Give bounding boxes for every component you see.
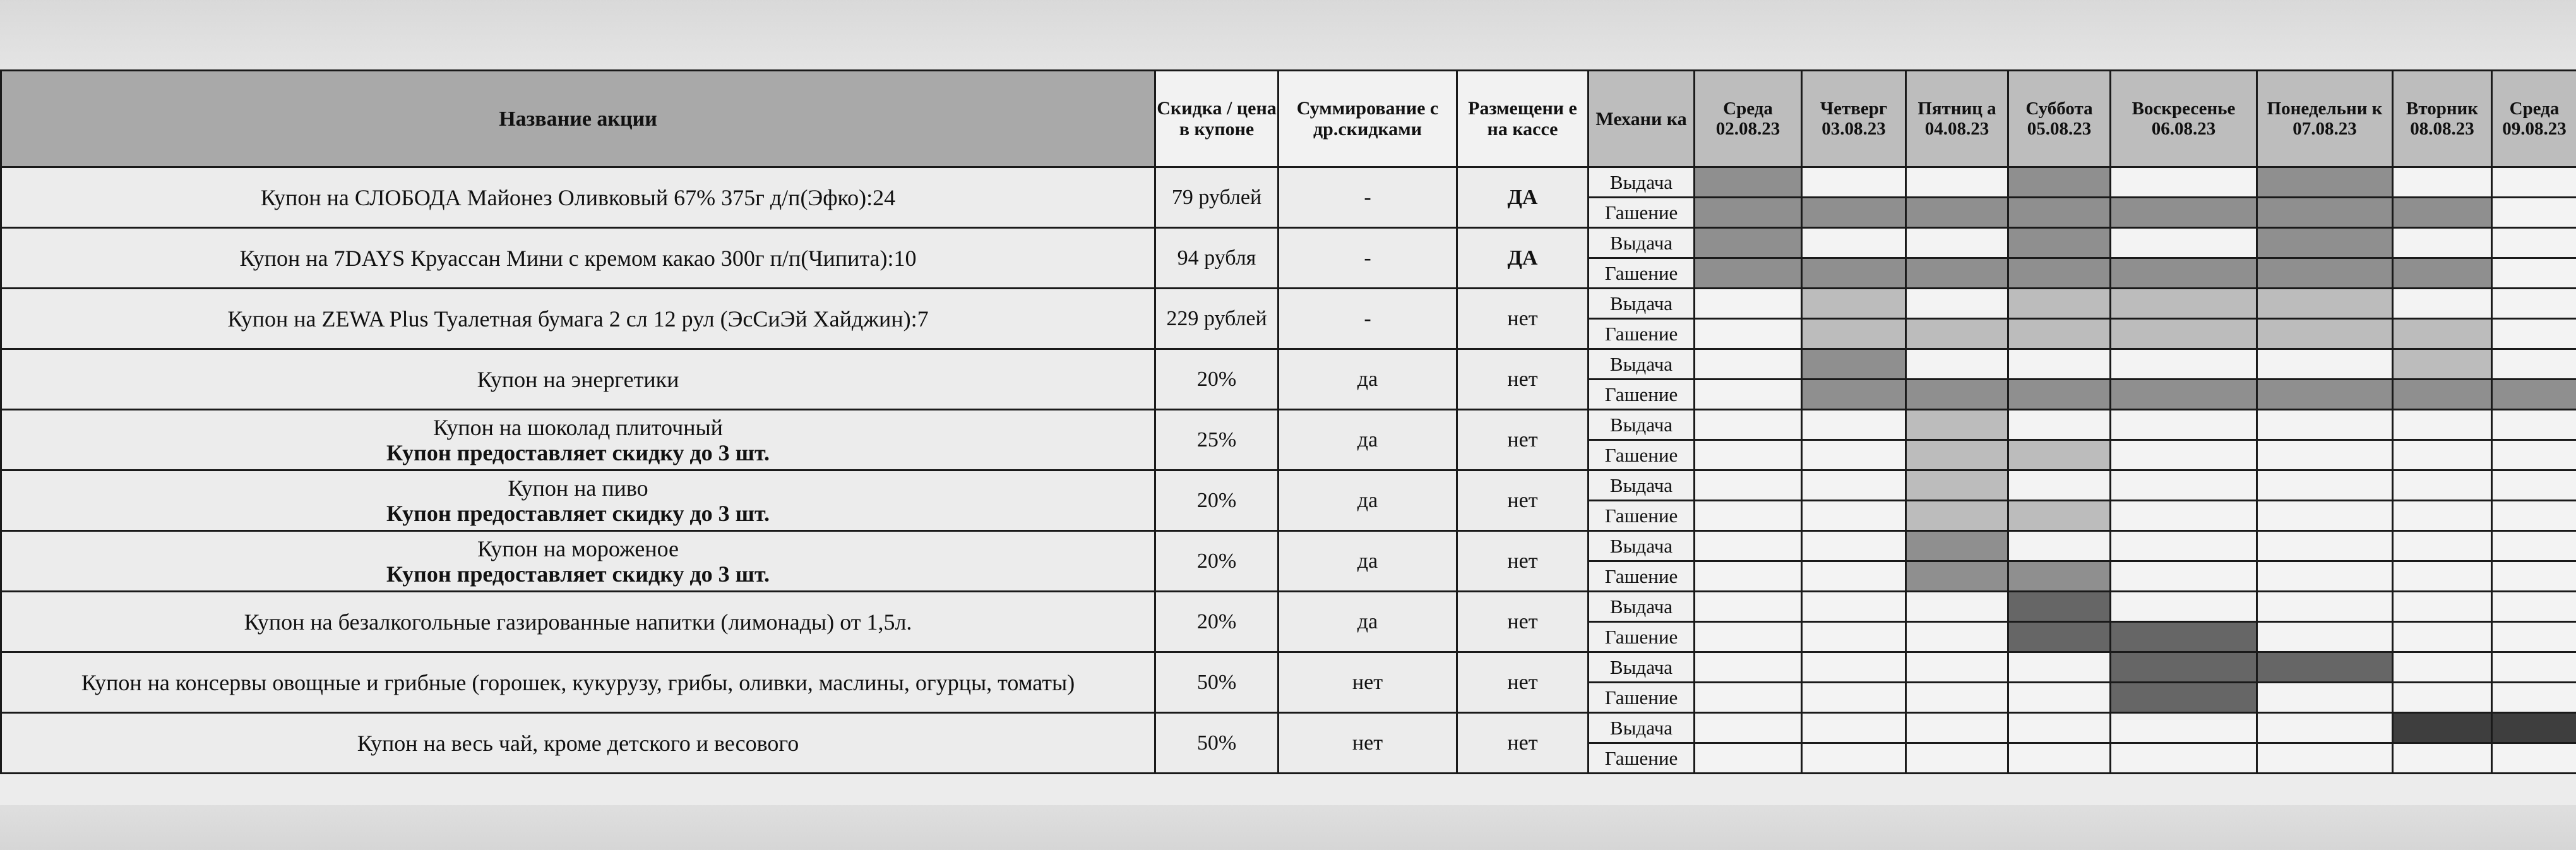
day-cell [2008,652,2111,683]
day-cell [2257,622,2393,652]
day-cell [2111,228,2257,258]
day-cell [2257,683,2393,713]
day-cell [2492,622,2576,652]
day-cell [2257,713,2393,743]
mechanic-issue: Выдача [1589,228,1695,258]
placement-cell: нет [1457,349,1589,410]
promo-name-cell [1,289,1155,349]
mechanic-redeem: Гашение [1589,258,1695,289]
day-cell [2008,228,2111,258]
header-day: Понедельни к 07.08.23 [2257,71,2393,167]
day-cell [2008,380,2111,410]
day-cell [1802,289,1906,319]
day-cell [1695,228,1802,258]
day-cell [2393,349,2492,380]
placement-cell: ДА [1457,228,1589,289]
day-cell [1695,501,1802,531]
day-cell [1802,683,1906,713]
day-cell [2111,289,2257,319]
table-row [1,531,2576,561]
day-cell [2111,683,2257,713]
day-cell [2492,198,2576,228]
day-cell [1695,380,1802,410]
header-day: Суббота 05.08.23 [2008,71,2111,167]
mechanic-issue: Выдача [1589,167,1695,198]
day-cell [2111,198,2257,228]
day-cell [2008,410,2111,440]
day-cell [1695,713,1802,743]
day-cell [1695,531,1802,561]
sum-cell: - [1279,289,1457,349]
mechanic-issue: Выдача [1589,470,1695,501]
day-cell [1906,228,2008,258]
day-cell [1802,470,1906,501]
day-cell [1695,440,1802,470]
day-cell [1802,561,1906,592]
header-day: Воскресенье 06.08.23 [2111,71,2257,167]
day-cell [1802,410,1906,440]
promo-limit-note: Купон предоставляет скидку до 3 шт. [386,500,770,526]
day-cell [2492,561,2576,592]
day-cell [1906,652,2008,683]
header-mechanic: Механи ка [1589,71,1695,167]
day-cell [2492,410,2576,440]
day-cell [1906,289,2008,319]
placement-cell: нет [1457,289,1589,349]
day-cell [1695,410,1802,440]
promo-limit-note: Купон предоставляет скидку до 3 шт. [386,440,770,465]
placement-cell: нет [1457,592,1589,652]
coupon-schedule-table [0,69,2576,774]
day-cell [1906,440,2008,470]
mechanic-redeem: Гашение [1589,561,1695,592]
day-cell [1906,410,2008,440]
day-cell [2111,167,2257,198]
day-cell [2257,592,2393,622]
sum-cell: да [1279,531,1457,592]
promo-name: Купон на пиво [508,475,648,501]
day-cell [2257,349,2393,380]
day-cell [2492,228,2576,258]
promo-name: Купон на безалкогольные газированные напитки (лимонады) от 1,5л. [244,609,912,635]
day-cell [2008,622,2111,652]
day-cell [2393,561,2492,592]
promo-name-cell [1,652,1155,713]
day-cell [1695,319,1802,349]
day-cell [1802,652,1906,683]
day-cell [1802,167,1906,198]
promo-name-cell [1,713,1155,774]
day-cell [1695,652,1802,683]
day-cell [2393,683,2492,713]
day-cell [2111,561,2257,592]
day-cell [2008,683,2111,713]
day-cell [1802,440,1906,470]
day-cell [2257,501,2393,531]
mechanic-redeem: Гашение [1589,622,1695,652]
day-cell [2257,470,2393,501]
day-cell [2008,440,2111,470]
discount-cell: 50% [1155,652,1279,713]
discount-cell: 20% [1155,592,1279,652]
document-sheet [0,69,2576,805]
day-cell [2393,501,2492,531]
day-cell [1802,622,1906,652]
day-cell [2111,349,2257,380]
discount-cell: 79 рублей [1155,167,1279,228]
day-cell [2257,228,2393,258]
day-cell [2492,501,2576,531]
header-day: Пятниц а 04.08.23 [1906,71,2008,167]
placement-cell: нет [1457,652,1589,713]
table-row [1,652,2576,683]
day-cell [1906,501,2008,531]
mechanic-issue: Выдача [1589,410,1695,440]
day-cell [2008,561,2111,592]
day-cell [1802,349,1906,380]
sum-cell: да [1279,470,1457,531]
day-cell [2008,501,2111,531]
day-cell [1802,713,1906,743]
mechanic-redeem: Гашение [1589,683,1695,713]
promo-name: Купон на мороженое [477,536,679,561]
day-cell [1802,592,1906,622]
promo-name: Купон на консервы овощные и грибные (горошек, кукурузу, грибы, оливки, маслины, огурцы, томаты) [81,669,1075,695]
promo-name-cell [1,592,1155,652]
day-cell [2008,592,2111,622]
day-cell [2111,319,2257,349]
header-discount: Скидка / цена в купоне [1155,71,1279,167]
day-cell [2393,652,2492,683]
day-cell [1695,470,1802,501]
day-cell [1802,258,1906,289]
day-cell [2492,470,2576,501]
day-cell [2492,592,2576,622]
day-cell [2393,228,2492,258]
day-cell [1695,289,1802,319]
day-cell [1906,683,2008,713]
day-cell [2393,289,2492,319]
sum-cell: да [1279,592,1457,652]
mechanic-redeem: Гашение [1589,380,1695,410]
day-cell [1695,622,1802,652]
day-cell [2257,652,2393,683]
day-cell [1906,258,2008,289]
day-cell [2492,652,2576,683]
sum-cell: нет [1279,652,1457,713]
day-cell [1906,198,2008,228]
day-cell [1906,592,2008,622]
day-cell [2008,470,2111,501]
day-cell [2111,622,2257,652]
day-cell [2257,743,2393,774]
day-cell [2008,349,2111,380]
header-day: Четверг 03.08.23 [1802,71,1906,167]
day-cell [2257,531,2393,561]
promo-name-cell [1,470,1155,531]
day-cell [1802,198,1906,228]
mechanic-issue: Выдача [1589,531,1695,561]
day-cell [2492,289,2576,319]
day-cell [1802,319,1906,349]
day-cell [2008,258,2111,289]
header-day: Вторник 08.08.23 [2393,71,2492,167]
day-cell [1695,592,1802,622]
day-cell [2393,592,2492,622]
table-row [1,228,2576,258]
promo-name-cell [1,531,1155,592]
day-cell [1906,713,2008,743]
discount-cell: 20% [1155,531,1279,592]
day-cell [1802,380,1906,410]
promo-name: Купон на 7DAYS Круассан Мини с кремом какао 300г п/п(Чипита):10 [239,245,917,271]
table-row [1,410,2576,440]
day-cell [1906,622,2008,652]
day-cell [2393,622,2492,652]
promo-name: Купон на ZEWA Plus Туалетная бумага 2 сл 12 рул (ЭсСиЭй Хайджин):7 [227,306,929,332]
day-cell [2008,531,2111,561]
day-cell [2111,470,2257,501]
day-cell [1802,228,1906,258]
day-cell [1802,501,1906,531]
day-cell [2492,258,2576,289]
day-cell [2257,198,2393,228]
sum-cell: - [1279,228,1457,289]
mechanic-issue: Выдача [1589,289,1695,319]
day-cell [2257,440,2393,470]
day-cell [1906,743,2008,774]
day-cell [2111,380,2257,410]
table-row [1,349,2576,380]
placement-cell: ДА [1457,167,1589,228]
day-cell [2492,743,2576,774]
mechanic-issue: Выдача [1589,713,1695,743]
day-cell [2257,289,2393,319]
promo-name-cell [1,228,1155,289]
discount-cell: 50% [1155,713,1279,774]
day-cell [2393,198,2492,228]
day-cell [2257,410,2393,440]
mechanic-redeem: Гашение [1589,743,1695,774]
discount-cell: 25% [1155,410,1279,470]
day-cell [2492,380,2576,410]
table-row [1,167,2576,198]
day-cell [2008,289,2111,319]
promo-name: Купон на весь чай, кроме детского и весового [357,730,799,756]
sum-cell: да [1279,349,1457,410]
day-cell [2111,652,2257,683]
promo-name-cell [1,349,1155,410]
day-cell [2008,319,2111,349]
day-cell [2393,319,2492,349]
placement-cell: нет [1457,410,1589,470]
day-cell [1906,319,2008,349]
placement-cell: нет [1457,470,1589,531]
day-cell [2111,743,2257,774]
mechanic-redeem: Гашение [1589,501,1695,531]
promo-limit-note: Купон предоставляет скидку до 3 шт. [386,561,770,587]
promo-name: Купон на энергетики [477,366,679,392]
table-row [1,592,2576,622]
day-cell [2257,561,2393,592]
day-cell [2393,380,2492,410]
day-cell [1802,531,1906,561]
day-cell [2111,258,2257,289]
day-cell [2111,440,2257,470]
day-cell [1695,167,1802,198]
day-cell [2492,319,2576,349]
mechanic-issue: Выдача [1589,349,1695,380]
day-cell [2393,531,2492,561]
day-cell [1906,167,2008,198]
day-cell [2111,531,2257,561]
discount-cell: 94 рубля [1155,228,1279,289]
header-row [1,71,2576,167]
table-row [1,289,2576,319]
discount-cell: 20% [1155,349,1279,410]
day-cell [2393,440,2492,470]
day-cell [2492,440,2576,470]
day-cell [1906,470,2008,501]
day-cell [2257,319,2393,349]
mechanic-redeem: Гашение [1589,198,1695,228]
header-sum: Суммирование с др.скидками [1279,71,1457,167]
mechanic-issue: Выдача [1589,592,1695,622]
day-cell [2008,167,2111,198]
day-cell [1695,561,1802,592]
day-cell [2492,349,2576,380]
placement-cell: нет [1457,531,1589,592]
mechanic-issue: Выдача [1589,652,1695,683]
table-row [1,470,2576,501]
discount-cell: 20% [1155,470,1279,531]
day-cell [2257,167,2393,198]
day-cell [2393,470,2492,501]
day-cell [2008,743,2111,774]
mechanic-redeem: Гашение [1589,319,1695,349]
header-day: Среда 02.08.23 [1695,71,1802,167]
header-name: Название акции [1,71,1155,167]
day-cell [1695,258,1802,289]
day-cell [1906,349,2008,380]
day-cell [2008,713,2111,743]
promo-name: Купон на шоколад плиточный [433,414,723,440]
day-cell [2393,410,2492,440]
sum-cell: да [1279,410,1457,470]
day-cell [2492,713,2576,743]
promo-name: Купон на СЛОБОДА Майонез Оливковый 67% 375г д/п(Эфко):24 [260,184,896,210]
day-cell [2393,713,2492,743]
day-cell [2257,380,2393,410]
placement-cell: нет [1457,713,1589,774]
day-cell [1906,561,2008,592]
day-cell [2111,501,2257,531]
day-cell [2393,167,2492,198]
day-cell [1906,380,2008,410]
day-cell [2008,198,2111,228]
day-cell [2257,258,2393,289]
day-cell [1695,683,1802,713]
sum-cell: нет [1279,713,1457,774]
sum-cell: - [1279,167,1457,228]
day-cell [1802,743,1906,774]
mechanic-redeem: Гашение [1589,440,1695,470]
day-cell [1695,743,1802,774]
day-cell [2111,410,2257,440]
day-cell [2111,713,2257,743]
day-cell [1695,349,1802,380]
header-day: Среда 09.08.23 [2492,71,2576,167]
promo-name-cell [1,167,1155,228]
header-placement: Размещени е на кассе [1457,71,1589,167]
discount-cell: 229 рублей [1155,289,1279,349]
day-cell [2393,743,2492,774]
day-cell [1695,198,1802,228]
promo-name-cell [1,410,1155,470]
day-cell [1906,531,2008,561]
day-cell [2492,531,2576,561]
day-cell [2111,592,2257,622]
day-cell [2393,258,2492,289]
day-cell [2492,167,2576,198]
table-row [1,713,2576,743]
day-cell [2492,683,2576,713]
